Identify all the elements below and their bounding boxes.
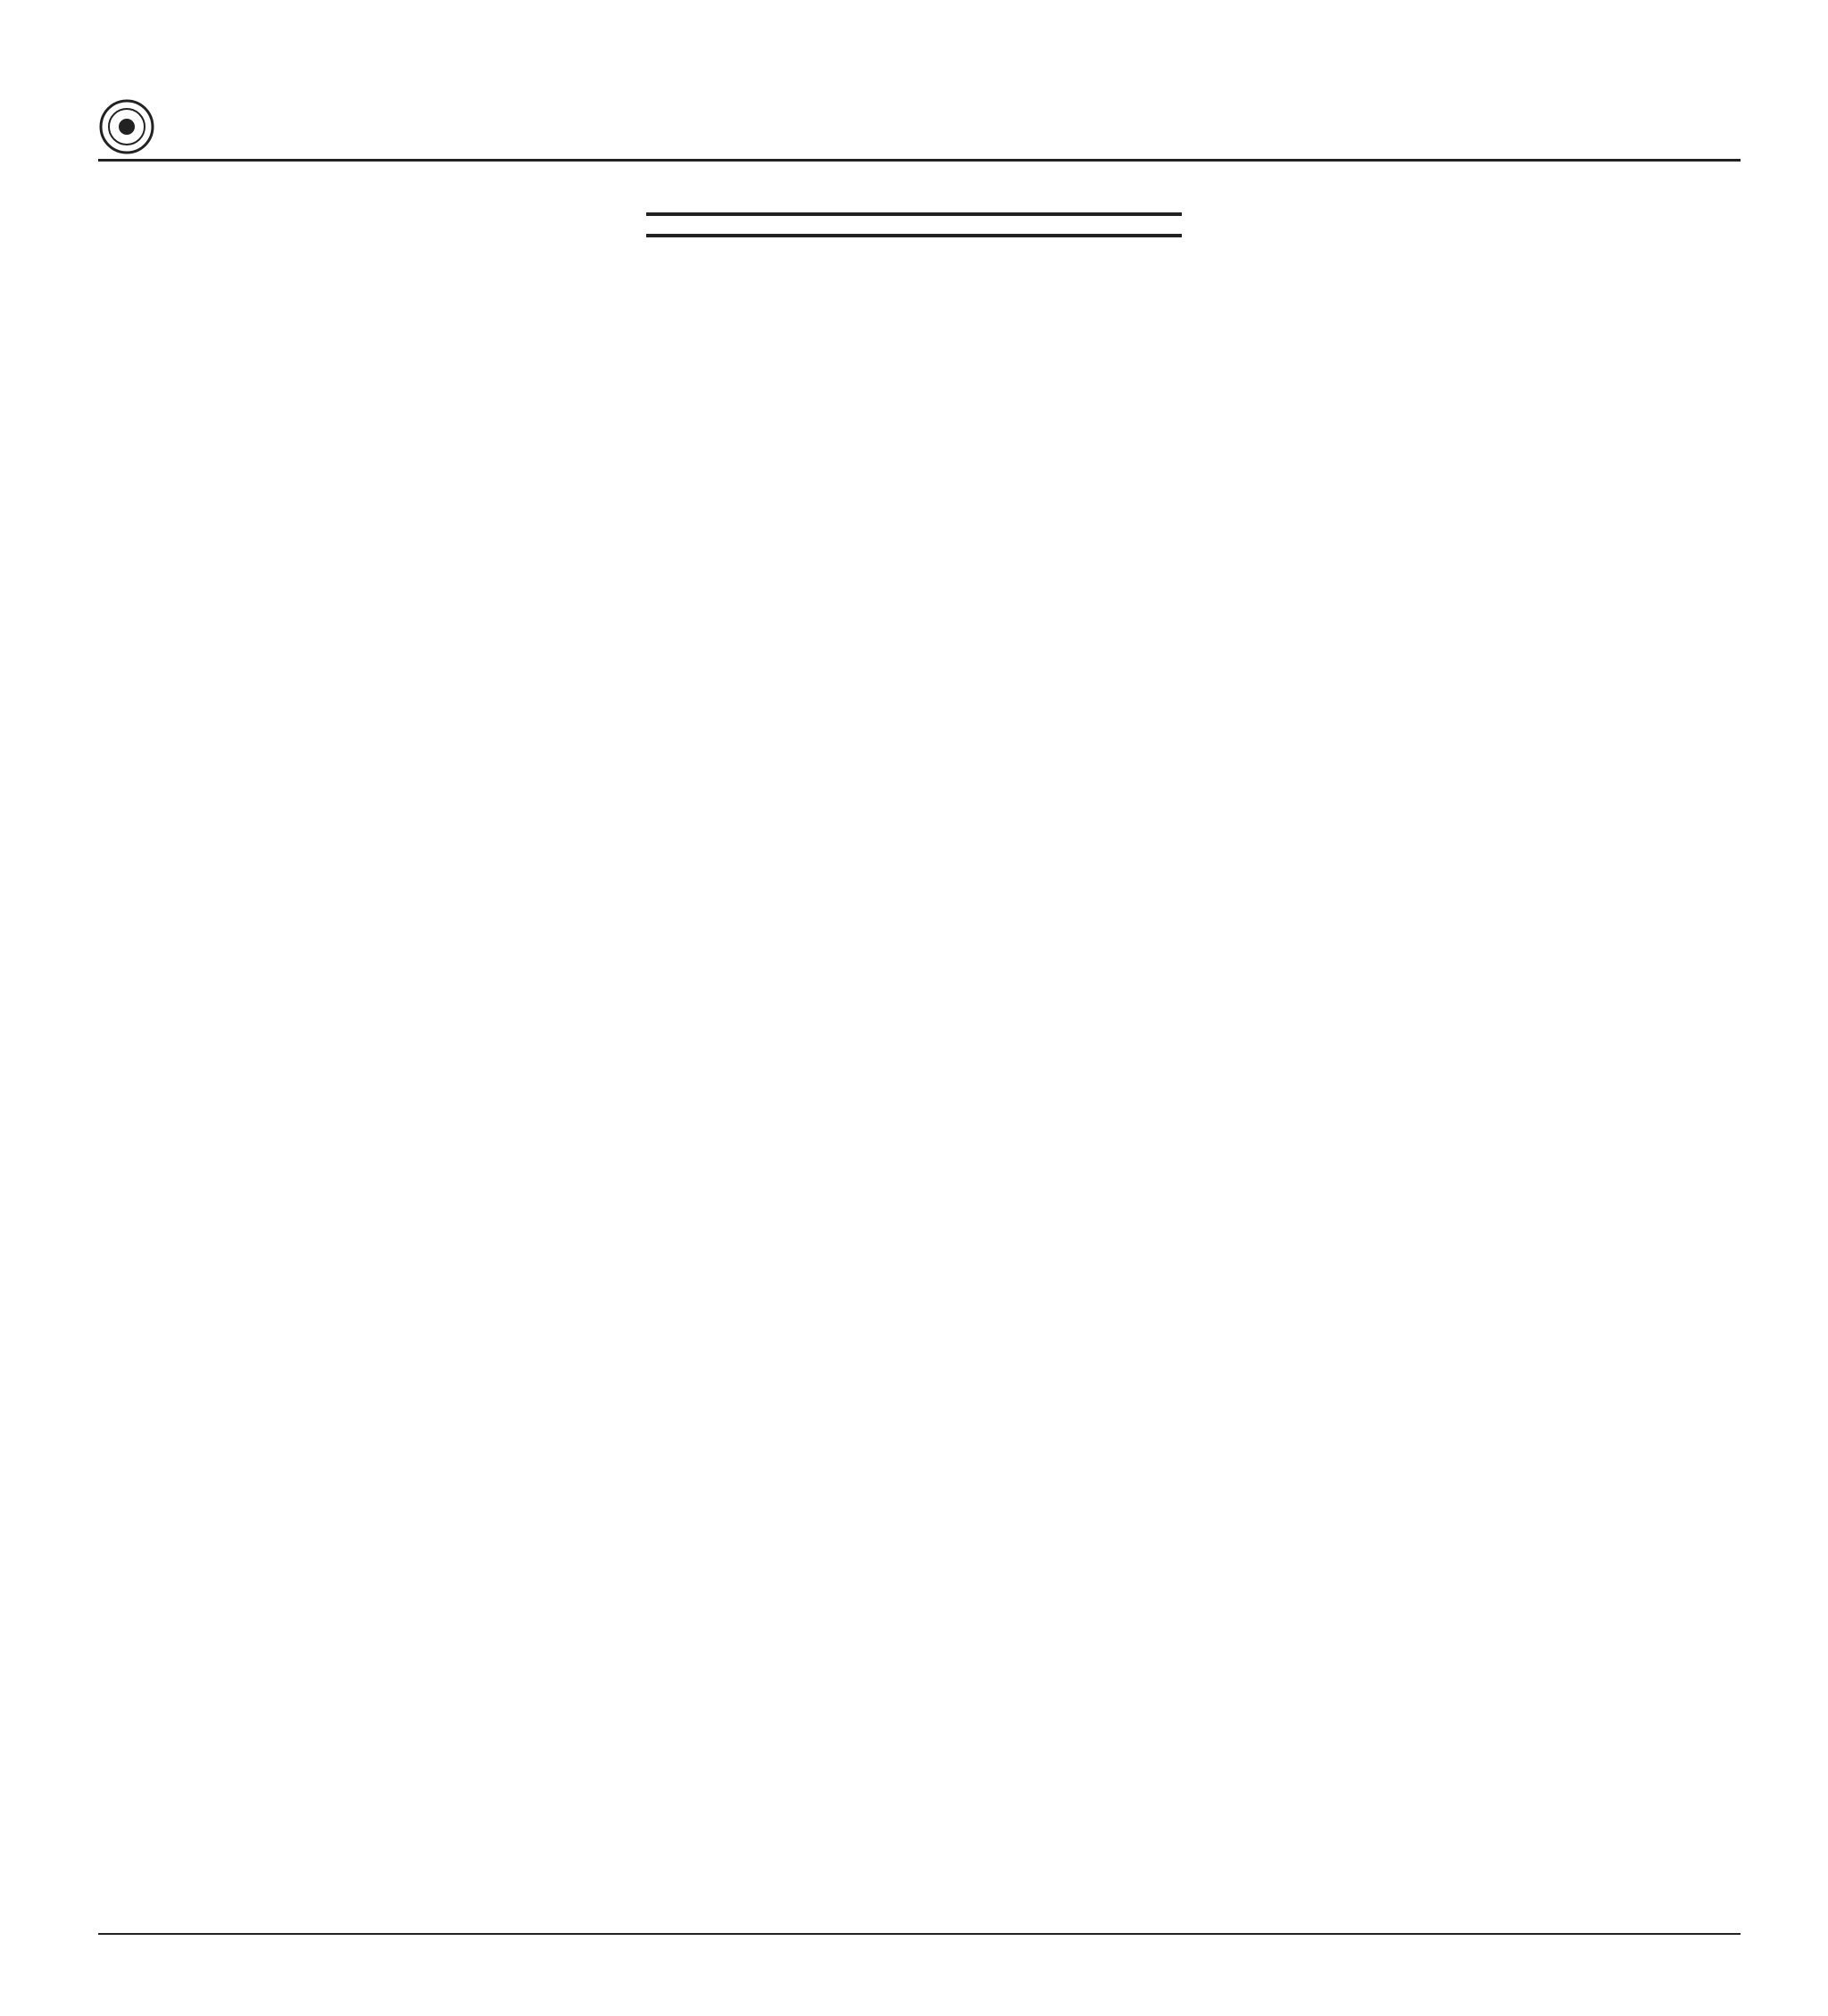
ministry-banner — [646, 212, 1182, 237]
official-seal-icon — [98, 98, 155, 155]
column-right — [1200, 171, 1741, 1921]
footer-divider — [98, 1933, 1741, 1935]
header-divider — [98, 159, 1741, 162]
page-footer — [98, 1942, 1741, 2004]
page-header — [98, 105, 1741, 159]
column-middle — [646, 171, 1182, 1921]
column-left — [98, 171, 628, 1921]
